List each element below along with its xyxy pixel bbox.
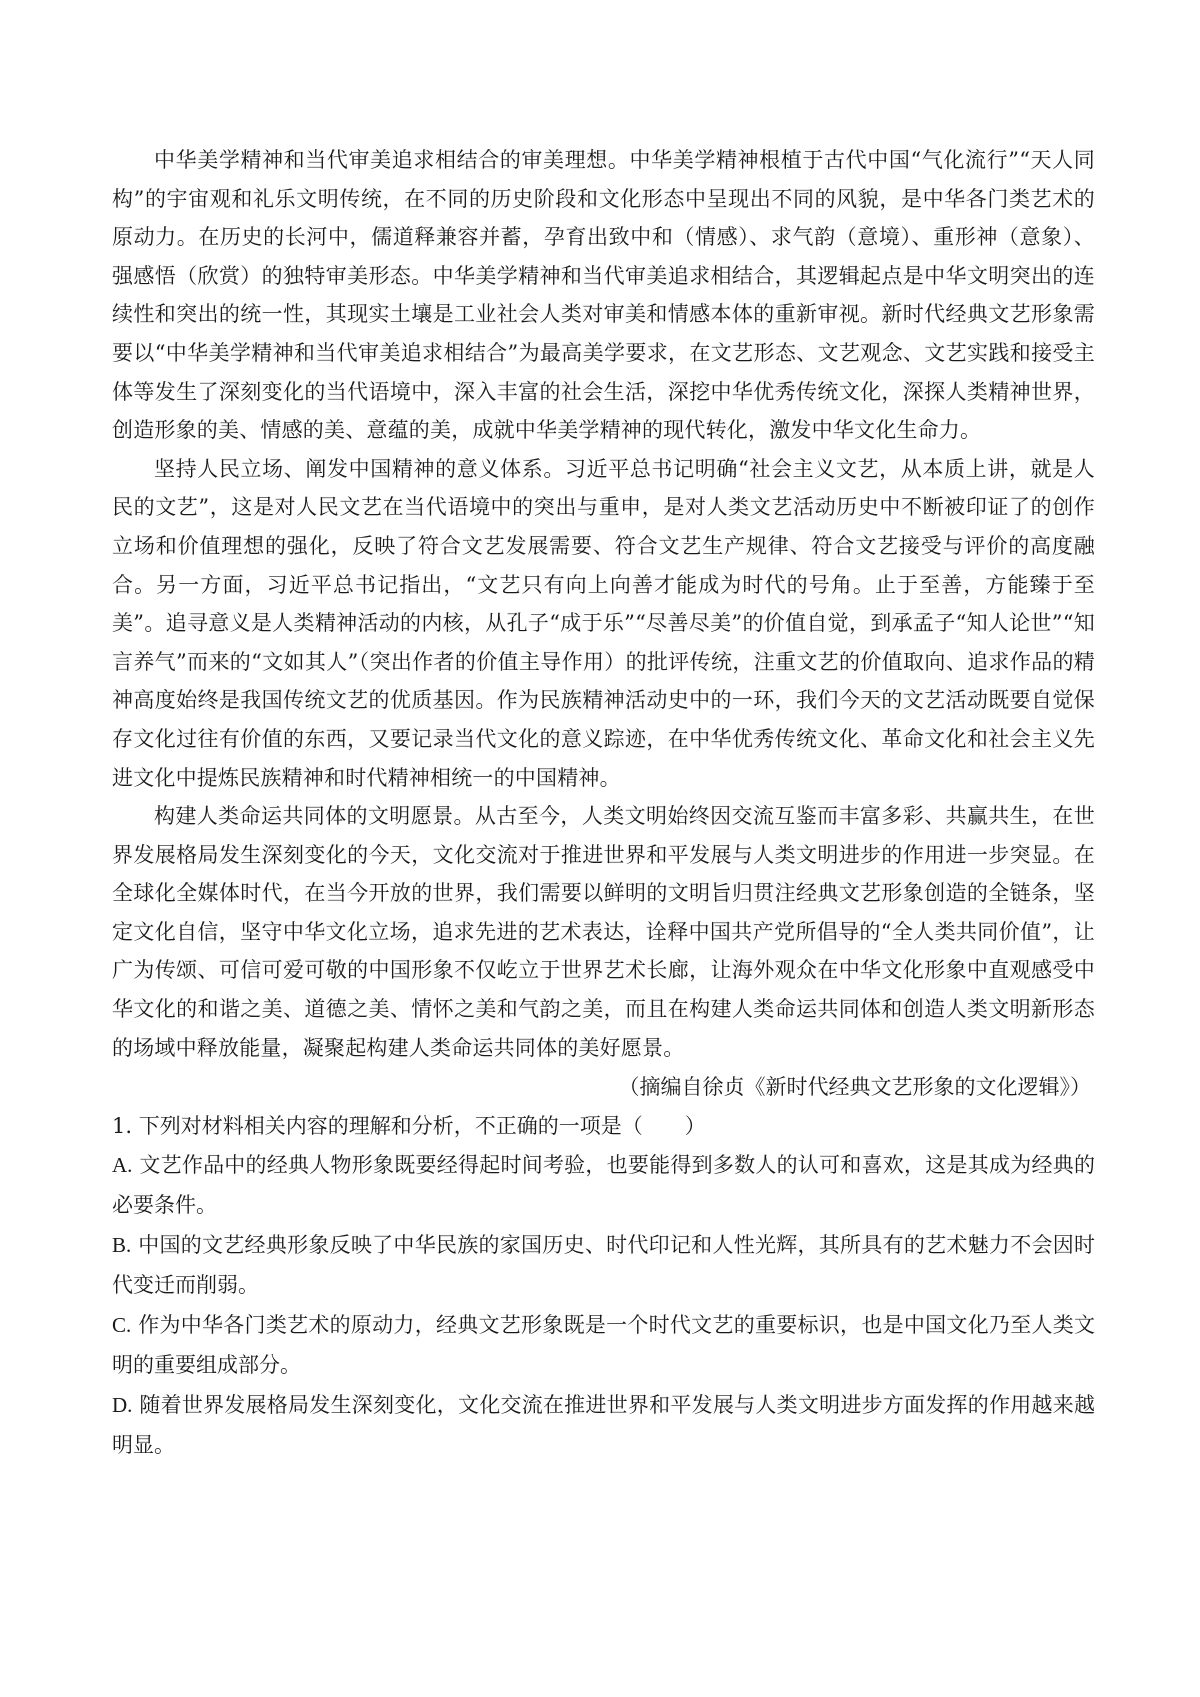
option-d — [112, 1385, 1095, 1465]
option-b — [112, 1225, 1095, 1305]
option-a-text: 文艺作品中的经典人物形象既要经得起时间考验，也要能得到多数人的认可和喜欢，这是其成为经典的必要条件。 — [112, 1153, 1095, 1218]
question-stem: 1. 下列对材料相关内容的理解和分析，不正确的一项是（ ） — [112, 1113, 706, 1138]
option-d-text: 随着世界发展格局发生深刻变化，文化交流在推进世界和平发展与人类文明进步方面发挥的作用越来越明显。 — [112, 1393, 1095, 1458]
option-c-text: 作为中华各门类艺术的原动力，经典文艺形象既是一个时代文艺的重要标识，也是中国文化乃至人类文明的重要组成部分。 — [112, 1313, 1095, 1378]
option-b-letter: B. — [112, 1233, 132, 1258]
option-b-text: 中国的文艺经典形象反映了中华民族的家国历史、时代印记和人性光辉，其所具有的艺术魅力不会因时代变迁而削弱。 — [112, 1233, 1095, 1298]
question-block — [112, 1107, 1095, 1466]
option-a-letter: A. — [112, 1153, 133, 1178]
article-paragraph-1: 中华美学精神和当代审美追求相结合的审美理想。中华美学精神根植于古代中国“气化流行”“天人同构”的宇宙观和礼乐文明传统，在不同的历史阶段和文化形态中呈现出不同的风貌，是中华各门类艺术的原动力。在历史的长河中，儒道释兼容并蓄，孕育出致中和（情感）、求气韵（意境）、重形神（意象）、强感悟（欣赏）的独特审美形态。中华美学精神和当代审美追求相结合，其逻辑起点是中华文明突出的连续性和突出的统一性，其现实土壤是工业社会人类对审美和情感本体的重新审视。新时代经典文艺形象需要以“中华美学精神和当代审美追求相结合”为最高美学要求，在文艺形态、文艺观念、文艺实践和接受主体等发生了深刻变化的当代语境中，深入丰富的社会生活，深挖中华优秀传统文化，深探人类精神世界，创造形象的美、情感的美、意蕴的美，成就中华美学精神的现代转化，激发中华文化生命力。 — [112, 148, 1095, 443]
article-body — [112, 141, 1095, 1107]
option-c-letter: C. — [112, 1313, 132, 1338]
option-d-letter: D. — [112, 1393, 133, 1418]
option-c — [112, 1305, 1095, 1385]
option-a — [112, 1145, 1095, 1225]
article-paragraph-3: 构建人类命运共同体的文明愿景。从古至今，人类文明始终因交流互鉴而丰富多彩、共赢共生，在世界发展格局发生深刻变化的今天，文化交流对于推进世界和平发展与人类文明进步的作用进一步突显。在全球化全媒体时代，在当今开放的世界，我们需要以鲜明的文明旨归贯注经典文艺形象创造的全链条，坚定文化自信，坚守中华文化立场，追求先进的艺术表达，诠释中国共产党所倡导的“全人类共同价值”，让广为传颂、可信可爱可敬的中国形象不仅屹立于世界艺术长廊，让海外观众在中华文化形象中直观感受中华文化的和谐之美、道德之美、情怀之美和气韵之美，而且在构建人类命运共同体和创造人类文明新形态的场域中释放能量，凝聚起构建人类命运共同体的美好愿景。 — [112, 804, 1095, 1060]
article-source-citation: （摘编自徐贞《新时代经典文艺形象的文化逻辑》） — [618, 1075, 1091, 1100]
article-paragraph-2: 坚持人民立场、阐发中国精神的意义体系。习近平总书记明确“社会主义文艺，从本质上讲，就是人民的文艺”，这是对人民文艺在当代语境中的突出与重申，是对人类文艺活动历史中不断被印证了的创作立场和价值理想的强化，反映了符合文艺发展需要、符合文艺生产规律、符合文艺接受与评价的高度融合。另一方面，习近平总书记指出，“文艺只有向上向善才能成为时代的号角。止于至善，方能臻于至美”。追寻意义是人类精神活动的内核，从孔子“成于乐”“尽善尽美”的价值自觉，到承孟子“知人论世”“知言养气”而来的“文如其人”（突出作者的价值主导作用）的批评传统，注重文艺的价值取向、追求作品的精神高度始终是我国传统文艺的优质基因。作为民族精神活动史中的一环，我们今天的文艺活动既要自觉保存文化过往有价值的东西，又要记录当代文化的意义踪迹，在中华优秀传统文化、革命文化和社会主义先进文化中提炼民族精神和时代精神相统一的中国精神。 — [112, 456, 1095, 790]
